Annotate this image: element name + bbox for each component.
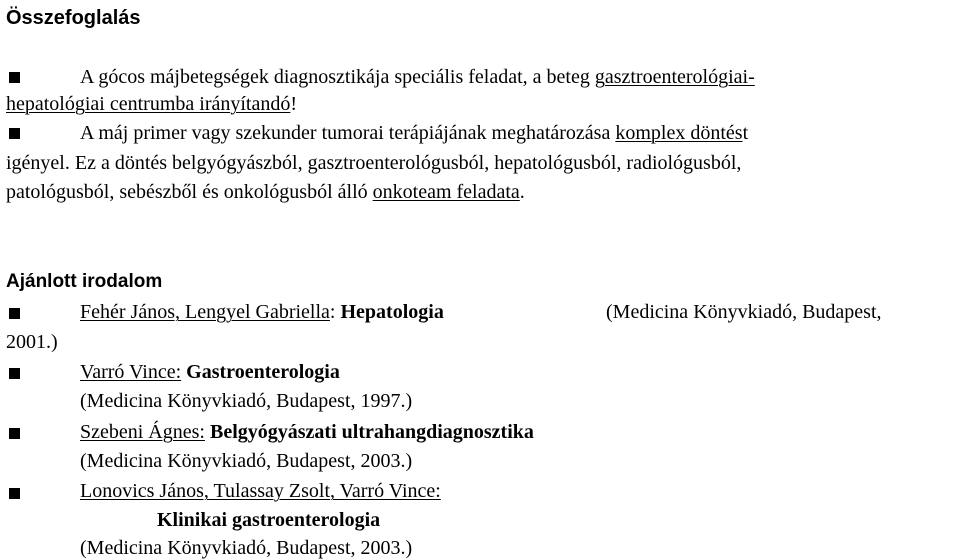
bullet-square-icon — [9, 128, 20, 139]
author-link[interactable]: Lonovics János, Tulassay Zsolt, Varró Vince: — [80, 480, 441, 502]
literature-item-2 — [80, 360, 340, 384]
summary-paragraph-2-line-2: igényel. Ez a döntés belgyógyászból, gasztroenterológusból, hepatológusból, radiológusból, — [6, 152, 742, 174]
author-link[interactable]: Szebeni Ágnes: — [80, 421, 205, 443]
p1-suffix: ! — [290, 93, 298, 115]
p1-link-hepato[interactable]: hepatológiai centrumba irányítandó — [6, 93, 291, 115]
p1-link-gastro[interactable]: gasztroenterológiai- — [594, 66, 755, 88]
p2-text: A máj primer vagy szekunder tumorai terápiájának meghatározása — [80, 122, 616, 144]
separator: : — [329, 301, 341, 323]
literature-item-3-publisher: (Medicina Könyvkiadó, Budapest, 2003.) — [80, 450, 413, 472]
bullet-square-icon — [9, 368, 20, 379]
literature-item-4-publisher: (Medicina Könyvkiadó, Budapest, 2003.) — [80, 537, 413, 559]
author-link[interactable]: Varró Vince: — [80, 361, 182, 383]
literature-item-1-publisher: (Medicina Könyvkiadó, Budapest, — [606, 301, 882, 323]
p2-link-complex-decision[interactable]: komplex döntés — [615, 122, 743, 144]
summary-heading: Összefoglalás — [6, 7, 141, 29]
p1-text: A gócos májbetegségek diagnosztikája speciális feladat, a beteg — [80, 66, 595, 88]
p2-suffix: t — [742, 122, 749, 144]
literature-item-1-year: 2001.) — [6, 331, 58, 353]
summary-paragraph-1-line-1 — [80, 65, 755, 89]
literature-item-4 — [80, 479, 441, 503]
book-title: Hepatologia — [340, 301, 444, 323]
summary-paragraph-2-line-3 — [6, 180, 525, 204]
bullet-square-icon — [9, 488, 20, 499]
summary-paragraph-1-line-2 — [6, 92, 297, 116]
literature-item-2-publisher: (Medicina Könyvkiadó, Budapest, 1997.) — [80, 390, 413, 412]
bullet-square-icon — [9, 428, 20, 439]
p2-link-oncoteam[interactable]: onkoteam feladata — [372, 181, 520, 203]
literature-item-1 — [80, 300, 444, 324]
literature-heading: Ajánlott irodalom — [6, 271, 163, 292]
book-title: Belgyógyászati ultrahangdiagnosztika — [204, 421, 534, 443]
summary-paragraph-2-line-1 — [80, 121, 748, 145]
literature-item-4-book-title: Klinikai gastroenterologia — [157, 509, 381, 531]
book-title: Gastroenterologia — [181, 361, 340, 383]
p2-suffix-3: . — [519, 181, 525, 203]
literature-item-3 — [80, 420, 534, 444]
bullet-square-icon — [9, 308, 20, 319]
p2-text-3: patológusból, sebészből és onkológusból álló — [6, 181, 373, 203]
bullet-square-icon — [9, 72, 20, 83]
author-link[interactable]: Fehér János, Lengyel Gabriella — [80, 301, 330, 323]
